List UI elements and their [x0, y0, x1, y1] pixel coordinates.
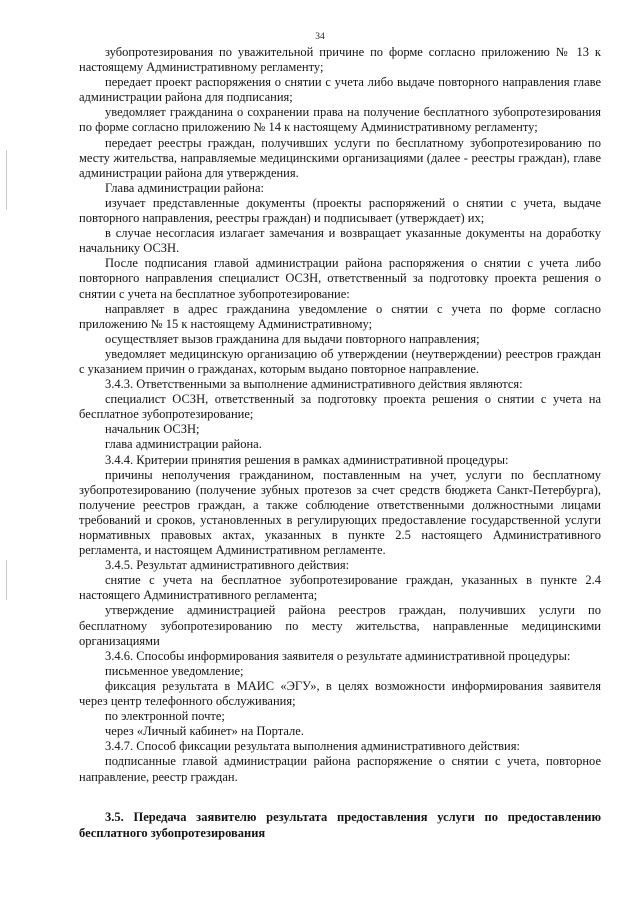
- paragraph: 3.4.7. Способ фиксации результата выполнения административного действия:: [105, 739, 520, 754]
- paragraph: утверждение администрацией района реестров граждан, получивших услуги по бесплатному зубопротезированию по месту жительства, направленные медицинскими организациями: [79, 603, 601, 648]
- paragraph: фиксация результата в МАИС «ЭГУ», в целях возможности информирования заявителя через центр телефонного обслуживания;: [79, 678, 601, 709]
- paragraph: передает проект распоряжения о снятии с учета либо выдаче повторного направления главе администрации района для подписания;: [79, 75, 601, 105]
- paragraph: уведомляет медицинскую организацию об утверждении (неутверждении) реестров граждан с указанием причин о гражданах, которым выдано повторное направление.: [79, 346, 601, 376]
- paragraph: уведомляет гражданина о сохранении права на получение бесплатного зубопротезирования по форме согласно приложению № 14 к настоящему Административному регламенту;: [79, 105, 601, 135]
- paragraph: по электронной почте;: [105, 709, 225, 724]
- paragraph: через «Личный кабинет» на Портале.: [105, 724, 304, 739]
- paragraph: в случае несогласия излагает замечания и возвращает указанные документы на доработку начальнику ОСЗН.: [79, 226, 601, 256]
- section-heading: 3.5. Передача заявителю результата предоставления услуги по предоставлению бесплатного зубопротезирования: [79, 809, 601, 840]
- paragraph: После подписания главой администрации района распоряжения о снятии с учета либо повторного направления специалист ОСЗН, ответственный за подготовку проекта решения о снятии с учета на бесплатное зубопротезирование:: [79, 256, 601, 301]
- paragraph: передает реестры граждан, получивших услуги по бесплатному зубопротезированию по месту жительства, направляемые медицинскими организациями (далее - реестры граждан), главе администрации района для утверждения.: [79, 135, 601, 180]
- paragraph: снятие с учета на бесплатное зубопротезирование граждан, указанных в пункте 2.4 настоящего Административного регламента;: [79, 573, 601, 603]
- paragraph: глава администрации района.: [105, 437, 262, 452]
- paragraph: причины неполучения гражданином, поставленным на учет, услуги по бесплатному зубопротезированию (получение зубных протезов за счет средств бюджета Санкт-Петербурга), получение реестров граждан, а также соблюдение ответственными должностными лицами требований и сроков, установленных в регулирующих предоставление государственной услуги нормативных правовых актах, указанных в пункте 2.5 настоящего Административного регламента, и настоящем Административном регламенте.: [79, 467, 601, 558]
- paragraph: 3.4.3. Ответственными за выполнение административного действия являются:: [105, 377, 523, 392]
- document-body: [79, 45, 601, 841]
- paragraph: специалист ОСЗН, ответственный за подготовку проекта решения о снятии с учета на бесплатное зубопротезирование;: [79, 392, 601, 422]
- scan-edge-mark: [6, 150, 7, 210]
- paragraph: 3.4.4. Критерии принятия решения в рамках административной процедуры:: [105, 452, 509, 467]
- paragraph: зубопротезирования по уважительной причине по форме согласно приложению № 13 к настоящему Административному регламенту;: [79, 45, 601, 75]
- paragraph: подписанные главой администрации района распоряжение о снятии с учета, повторное направление, реестр граждан.: [79, 754, 601, 784]
- paragraph: изучает представленные документы (проекты распоряжений о снятии с учета, выдаче повторного направления, реестры граждан) и подписывает (утверждает) их;: [79, 195, 601, 226]
- paragraph: 3.4.5. Результат административного действия:: [105, 558, 350, 573]
- scan-edge-mark: [6, 560, 7, 600]
- paragraph: Глава администрации района:: [105, 180, 264, 195]
- paragraph: направляет в адрес гражданина уведомление о снятии с учета по форме согласно приложению № 15 к настоящему Административному;: [79, 301, 601, 331]
- page-number: 34: [315, 32, 325, 42]
- paragraph: осуществляет вызов гражданина для выдачи повторного направления;: [105, 331, 480, 346]
- paragraph: 3.4.6. Способы информирования заявителя о результате административной процедуры:: [105, 648, 571, 663]
- paragraph: письменное уведомление;: [105, 663, 244, 678]
- paragraph: начальник ОСЗН;: [105, 422, 200, 437]
